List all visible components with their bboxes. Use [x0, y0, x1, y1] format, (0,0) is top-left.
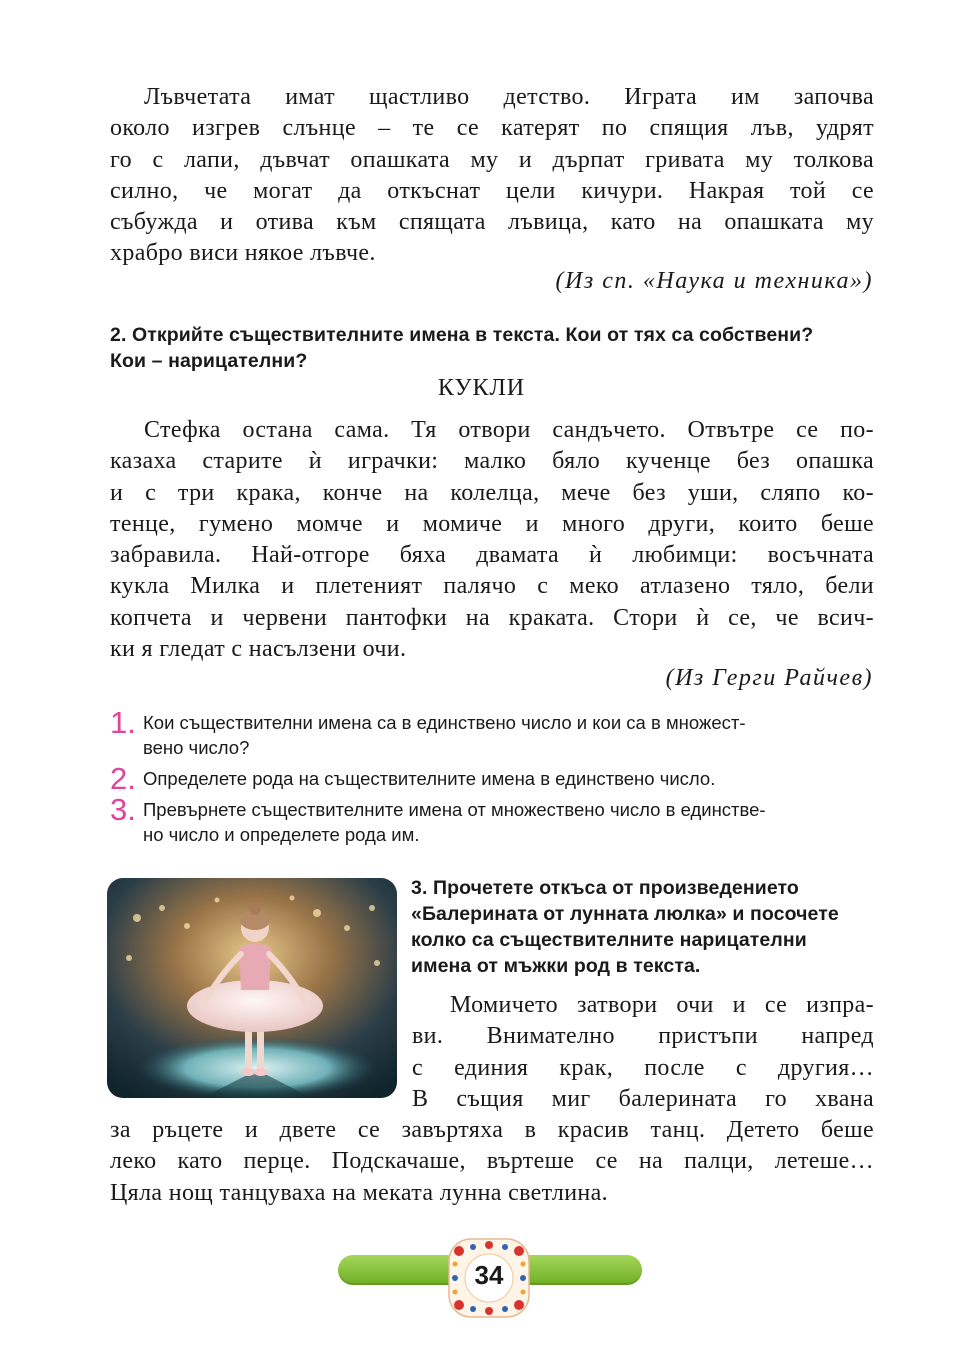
task-2-line: 2. Открийте съществителните имена в текста. Кои от тях са собствени?: [110, 324, 814, 346]
text-line: Стефка остана сама. Тя отвори сандъчето. Отвътре се по-: [144, 417, 874, 443]
text-line: В същия миг балерината го хвана: [412, 1085, 874, 1112]
story-source: (Из Герги Райчев): [665, 665, 873, 691]
question-number: 2.: [110, 761, 136, 796]
text-line: Момичето затвори очи и се изпра-: [450, 992, 874, 1018]
task-2-line: Кои – нарицателни?: [110, 350, 308, 372]
task-2: [110, 322, 890, 374]
text-line: го с лапи, дъвчат опашката му и дърпат гривата му толкова: [110, 146, 874, 173]
text-line: с единия крак, после с другия…: [412, 1054, 874, 1081]
text-line: ки я гледат с насълзени очи.: [110, 636, 407, 663]
question-line: но число и определете рода им.: [143, 823, 420, 845]
text-line: тенце, гумено момче и момиче и много други, които беше: [110, 510, 874, 537]
story-paragraph: [110, 415, 874, 665]
task-3-line: 3. Прочетете откъса от произведението: [411, 877, 799, 899]
question-text: [143, 798, 883, 847]
question-text: [143, 711, 883, 760]
text-line: копчета и червени пантофки на краката. Стори ѝ се, че всич-: [110, 604, 874, 631]
task-3-line: имена от мъжки род в текста.: [411, 955, 701, 977]
intro-source: (Из сп. «Наука и техника»): [555, 268, 873, 294]
question-line: Кои съществителни имена са в единствено число и кои са в множест-: [143, 712, 746, 733]
question-text: [143, 767, 883, 792]
ballerina-image: [107, 878, 397, 1098]
ballerina-photo: [107, 878, 397, 1098]
question-line: Определете рода на съществителните имена в единствено число.: [143, 768, 716, 789]
text-line: ви. Внимателно пристъпи напред: [412, 1023, 874, 1050]
question-number: 3.: [110, 792, 136, 827]
text-line: силно, че могат да откъснат цели кичури. Накрая той се: [110, 177, 874, 204]
text-line: забравила. Най-отгоре бяха двамата ѝ любимци: восъчната: [110, 542, 874, 569]
text-line: кукла Милка и плетеният палячо с меко атлазено тяло, бели: [110, 573, 874, 600]
text-line: Лъвчетата имат щастливо детство. Играта им започва: [144, 84, 874, 110]
text-line: леко като перце. Подскачаше, въртеше се на палци, летеше…: [110, 1148, 874, 1175]
text-line: за ръцете и двете се завъртяха в красив танц. Детето беше: [110, 1117, 874, 1143]
excerpt-paragraph-wrapped: [412, 990, 874, 1115]
question-line: вено число?: [143, 736, 250, 758]
question-number: 1.: [110, 705, 136, 740]
text-line: казаха старите ѝ играчки: малко бяло кученце без опашка: [110, 448, 874, 475]
text-line: храбро виси някое лъвче.: [110, 240, 376, 267]
excerpt-paragraph-full: [110, 1115, 874, 1209]
text-line: събужда и отива към спящата лъвица, като на опашката му: [110, 209, 874, 236]
task-3: [411, 875, 881, 979]
page-number: 34: [474, 1260, 504, 1290]
text-line: около изгрев слънце – те се катерят по спящия лъв, удрят: [110, 115, 874, 142]
intro-paragraph: [110, 82, 874, 270]
question-line: Превърнете съществителните имена от множествено число в единстве-: [143, 799, 766, 820]
task-3-line: колко са съществителните нарицателни: [411, 929, 807, 951]
text-line: Цяла нощ танцуваха на меката лунна светлина.: [110, 1179, 608, 1206]
task-3-line: «Балерината от лунната люлка» и посочете: [411, 903, 839, 925]
text-line: и с три крака, конче на колелца, мече без уши, сляпо ко-: [110, 479, 874, 506]
story-title: КУКЛИ: [437, 375, 526, 401]
